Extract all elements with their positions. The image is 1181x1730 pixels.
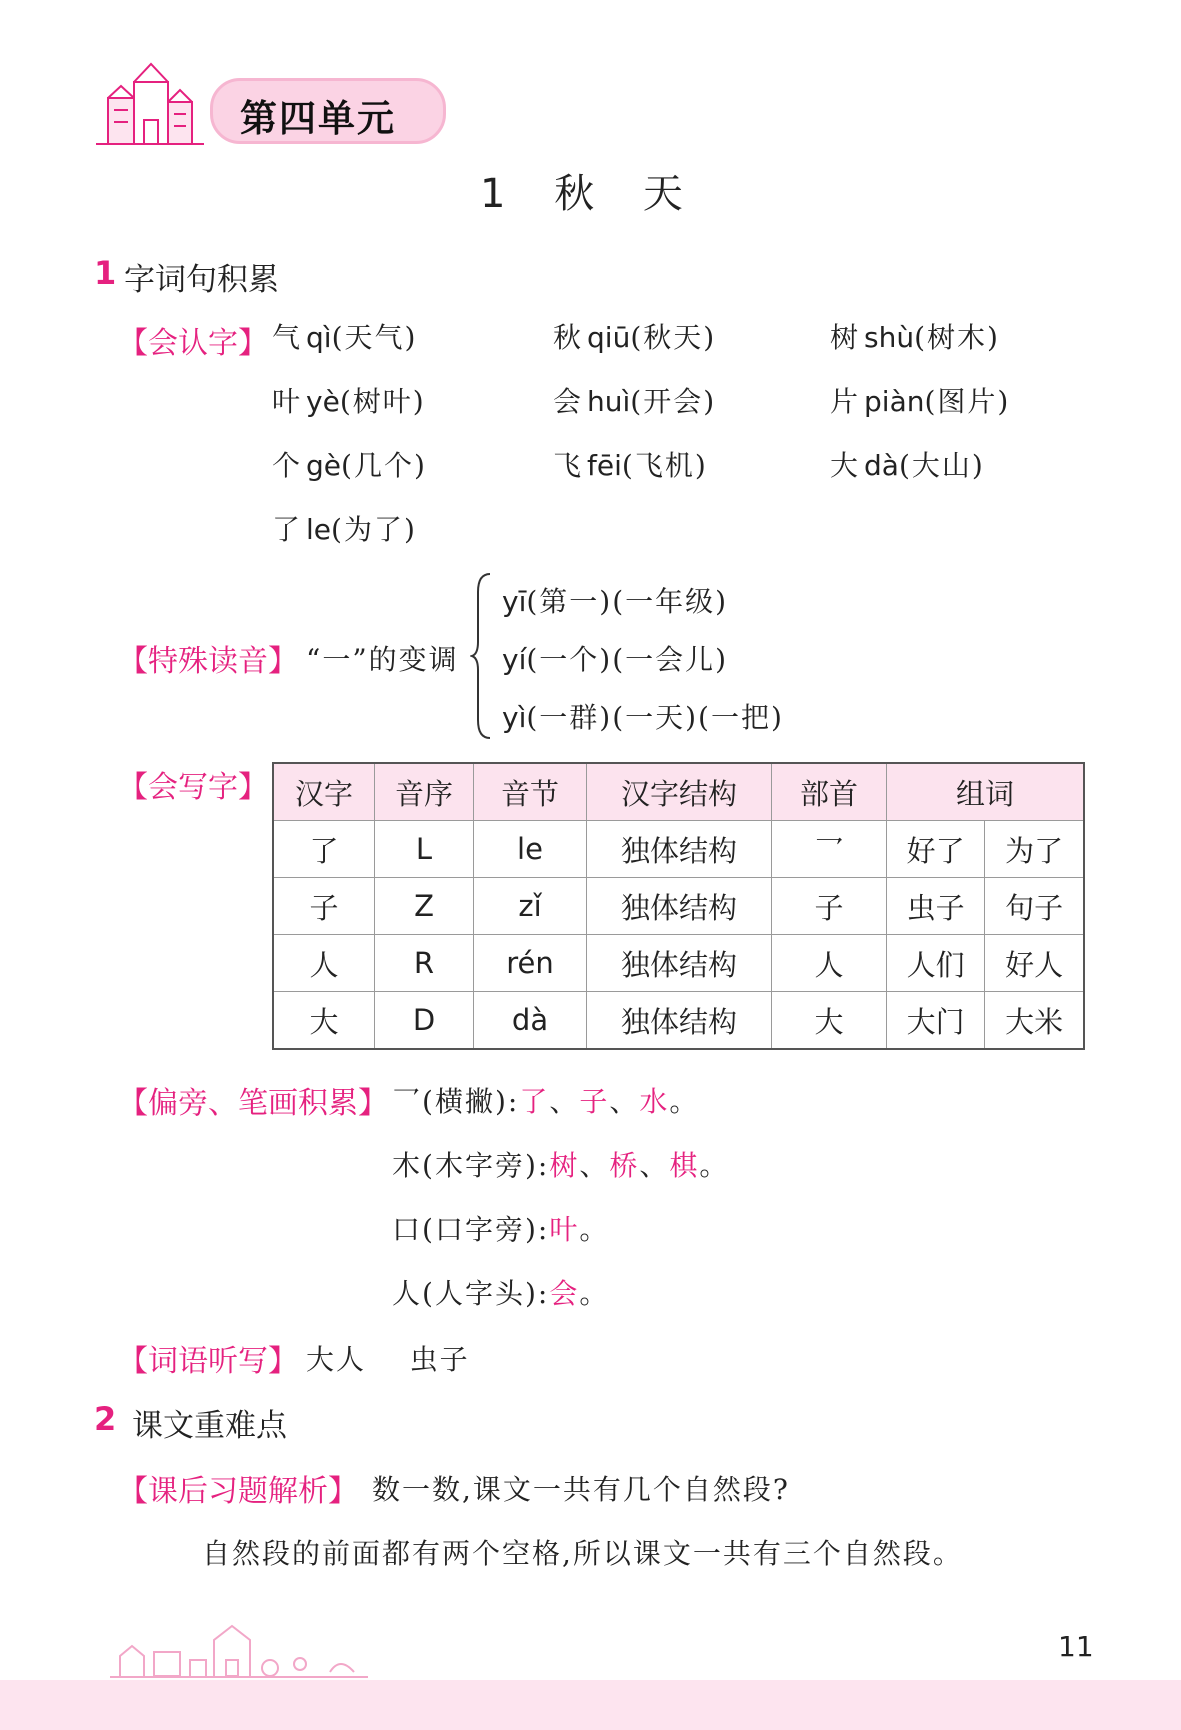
recognize-word: (树叶)	[339, 385, 426, 418]
punctuation: 、	[579, 1149, 610, 1182]
page-number: 11	[1058, 1630, 1094, 1663]
special-line	[502, 696, 784, 736]
recognize-item	[830, 316, 1000, 356]
recognize-item	[553, 444, 708, 484]
table-header-row	[273, 763, 1084, 821]
recognize-item	[830, 380, 1010, 420]
section-number: 1	[94, 254, 117, 292]
recognize-word: (图片)	[924, 385, 1011, 418]
table-row	[273, 992, 1084, 1050]
recognize-word: (为了)	[331, 513, 417, 546]
recognize-word: (几个)	[341, 449, 427, 482]
special-words: (第一)(一年级)	[526, 585, 729, 618]
recognize-char: 片	[830, 385, 861, 418]
radical-symbol: 乛	[392, 1085, 423, 1118]
cell-xu: Z	[375, 878, 474, 935]
cell-w2: 为了	[985, 821, 1084, 878]
recognize-word: (开会)	[630, 385, 717, 418]
recognize-pinyin: piàn	[864, 385, 925, 418]
exercise-question: 数一数,课文一共有几个自然段?	[372, 1473, 790, 1506]
cell-xu: R	[375, 935, 474, 992]
special-words: (一个)(一会儿)	[526, 643, 729, 676]
radical-line	[392, 1208, 609, 1248]
example-char: 了	[519, 1085, 550, 1118]
header-syllable: 音节	[474, 763, 587, 821]
recognize-pinyin: shù	[864, 321, 915, 354]
recognize-item	[272, 316, 417, 356]
cell-hanzi: 人	[273, 935, 375, 992]
footer-band	[0, 1680, 1181, 1730]
radical-line	[392, 1272, 609, 1312]
recognize-word: (树木)	[914, 321, 1000, 354]
radical-name: (木字旁):	[422, 1149, 550, 1182]
recognize-char: 气	[272, 321, 303, 354]
cell-radical: 大	[772, 992, 887, 1050]
cell-syllable: dà	[474, 992, 587, 1050]
punctuation: 。	[579, 1277, 610, 1310]
radical-line	[392, 1080, 699, 1120]
recognize-pinyin: qiū	[587, 321, 631, 354]
recognize-item	[272, 508, 417, 548]
punctuation: 。	[699, 1149, 730, 1182]
radical-name: (口字旁):	[422, 1213, 550, 1246]
cell-radical: 乛	[772, 821, 887, 878]
recognize-item	[553, 380, 716, 420]
punctuation: 。	[579, 1213, 610, 1246]
cell-xu: D	[375, 992, 474, 1050]
special-line	[502, 580, 728, 620]
recognize-pinyin: le	[306, 513, 332, 546]
punctuation: 、	[639, 1149, 670, 1182]
header-words: 组词	[887, 763, 1085, 821]
lesson-title: 1 秋 天	[480, 171, 701, 217]
radical-symbol: 口	[392, 1213, 423, 1246]
recognize-pinyin: qì	[306, 321, 332, 354]
special-tag: 【特殊读音】	[118, 644, 298, 679]
radical-line	[392, 1144, 729, 1184]
cell-w1: 虫子	[887, 878, 985, 935]
cell-w2: 句子	[985, 878, 1084, 935]
section-title: 字词句积累	[124, 262, 279, 298]
section-number-2: 2	[94, 1400, 117, 1438]
special-pinyin: yī	[502, 585, 527, 618]
cell-syllable: rén	[474, 935, 587, 992]
recognize-item	[553, 316, 716, 356]
recognize-word: (大山)	[898, 449, 985, 482]
recognize-pinyin: fēi	[587, 449, 622, 482]
cell-w2: 好人	[985, 935, 1084, 992]
example-char: 桥	[609, 1149, 640, 1182]
dictation-words: 大人 虫子	[306, 1343, 470, 1376]
radical-name: (人字头):	[422, 1277, 550, 1310]
recognize-word: (飞机)	[621, 449, 708, 482]
recognize-pinyin: yè	[306, 385, 340, 418]
special-words: (一群)(一天)(一把)	[526, 701, 784, 734]
cell-structure: 独体结构	[587, 992, 772, 1050]
example-char: 会	[549, 1277, 580, 1310]
example-char: 叶	[549, 1213, 580, 1246]
cell-w1: 人们	[887, 935, 985, 992]
write-table	[272, 762, 1085, 1050]
special-pinyin: yí	[502, 643, 527, 676]
cell-syllable: le	[474, 821, 587, 878]
unit-title: 第四单元	[240, 97, 396, 140]
exercise-answer: 自然段的前面都有两个空格,所以课文一共有三个自然段。	[202, 1537, 963, 1570]
cell-hanzi: 了	[273, 821, 375, 878]
recognize-word: (秋天)	[630, 321, 717, 354]
castle-icon	[90, 58, 210, 154]
recognize-char: 会	[553, 385, 584, 418]
exercise-tag: 【课后习题解析】	[118, 1474, 358, 1509]
special-pinyin: yì	[502, 701, 527, 734]
cell-w1: 好了	[887, 821, 985, 878]
recognize-pinyin: huì	[587, 385, 631, 418]
punctuation: 、	[609, 1085, 640, 1118]
cell-xu: L	[375, 821, 474, 878]
brace-icon	[470, 572, 494, 740]
radical-name: (横撇):	[422, 1085, 520, 1118]
section-title-2: 课文重难点	[132, 1408, 287, 1444]
recognize-pinyin: gè	[306, 449, 342, 482]
radical-symbol: 人	[392, 1277, 423, 1310]
cell-w1: 大门	[887, 992, 985, 1050]
recognize-char: 飞	[553, 449, 584, 482]
cell-hanzi: 子	[273, 878, 375, 935]
punctuation: 、	[549, 1085, 580, 1118]
table-row	[273, 821, 1084, 878]
header-radical: 部首	[772, 763, 887, 821]
recognize-char: 了	[272, 513, 303, 546]
dictation-tag: 【词语听写】	[118, 1344, 298, 1379]
cell-radical: 子	[772, 878, 887, 935]
cell-hanzi: 大	[273, 992, 375, 1050]
table-row	[273, 878, 1084, 935]
special-line	[502, 638, 728, 678]
special-label: “一”的变调	[306, 643, 459, 676]
example-char: 棋	[669, 1149, 700, 1182]
recognize-char: 树	[830, 321, 861, 354]
example-char: 子	[579, 1085, 610, 1118]
recognize-char: 叶	[272, 385, 303, 418]
recognize-tag: 【会认字】	[118, 326, 268, 361]
radicals-tag: 【偏旁、笔画积累】	[118, 1086, 388, 1121]
recognize-item	[830, 444, 985, 484]
header-structure: 汉字结构	[587, 763, 772, 821]
recognize-word: (天气)	[331, 321, 418, 354]
unit-banner	[90, 58, 460, 154]
radical-symbol: 木	[392, 1149, 423, 1182]
recognize-char: 个	[272, 449, 303, 482]
punctuation: 。	[669, 1085, 700, 1118]
example-char: 水	[639, 1085, 670, 1118]
cell-structure: 独体结构	[587, 878, 772, 935]
table-row	[273, 935, 1084, 992]
recognize-item	[272, 380, 426, 420]
recognize-char: 秋	[553, 321, 584, 354]
cell-structure: 独体结构	[587, 821, 772, 878]
cell-syllable: zǐ	[474, 878, 587, 935]
header-xu: 音序	[375, 763, 474, 821]
header-hanzi: 汉字	[273, 763, 375, 821]
cell-w2: 大米	[985, 992, 1084, 1050]
recognize-item	[272, 444, 427, 484]
cell-structure: 独体结构	[587, 935, 772, 992]
example-char: 树	[549, 1149, 580, 1182]
town-decoration-icon	[110, 1620, 370, 1680]
cell-radical: 人	[772, 935, 887, 992]
recognize-pinyin: dà	[864, 449, 899, 482]
recognize-char: 大	[830, 449, 861, 482]
write-tag: 【会写字】	[118, 770, 268, 805]
